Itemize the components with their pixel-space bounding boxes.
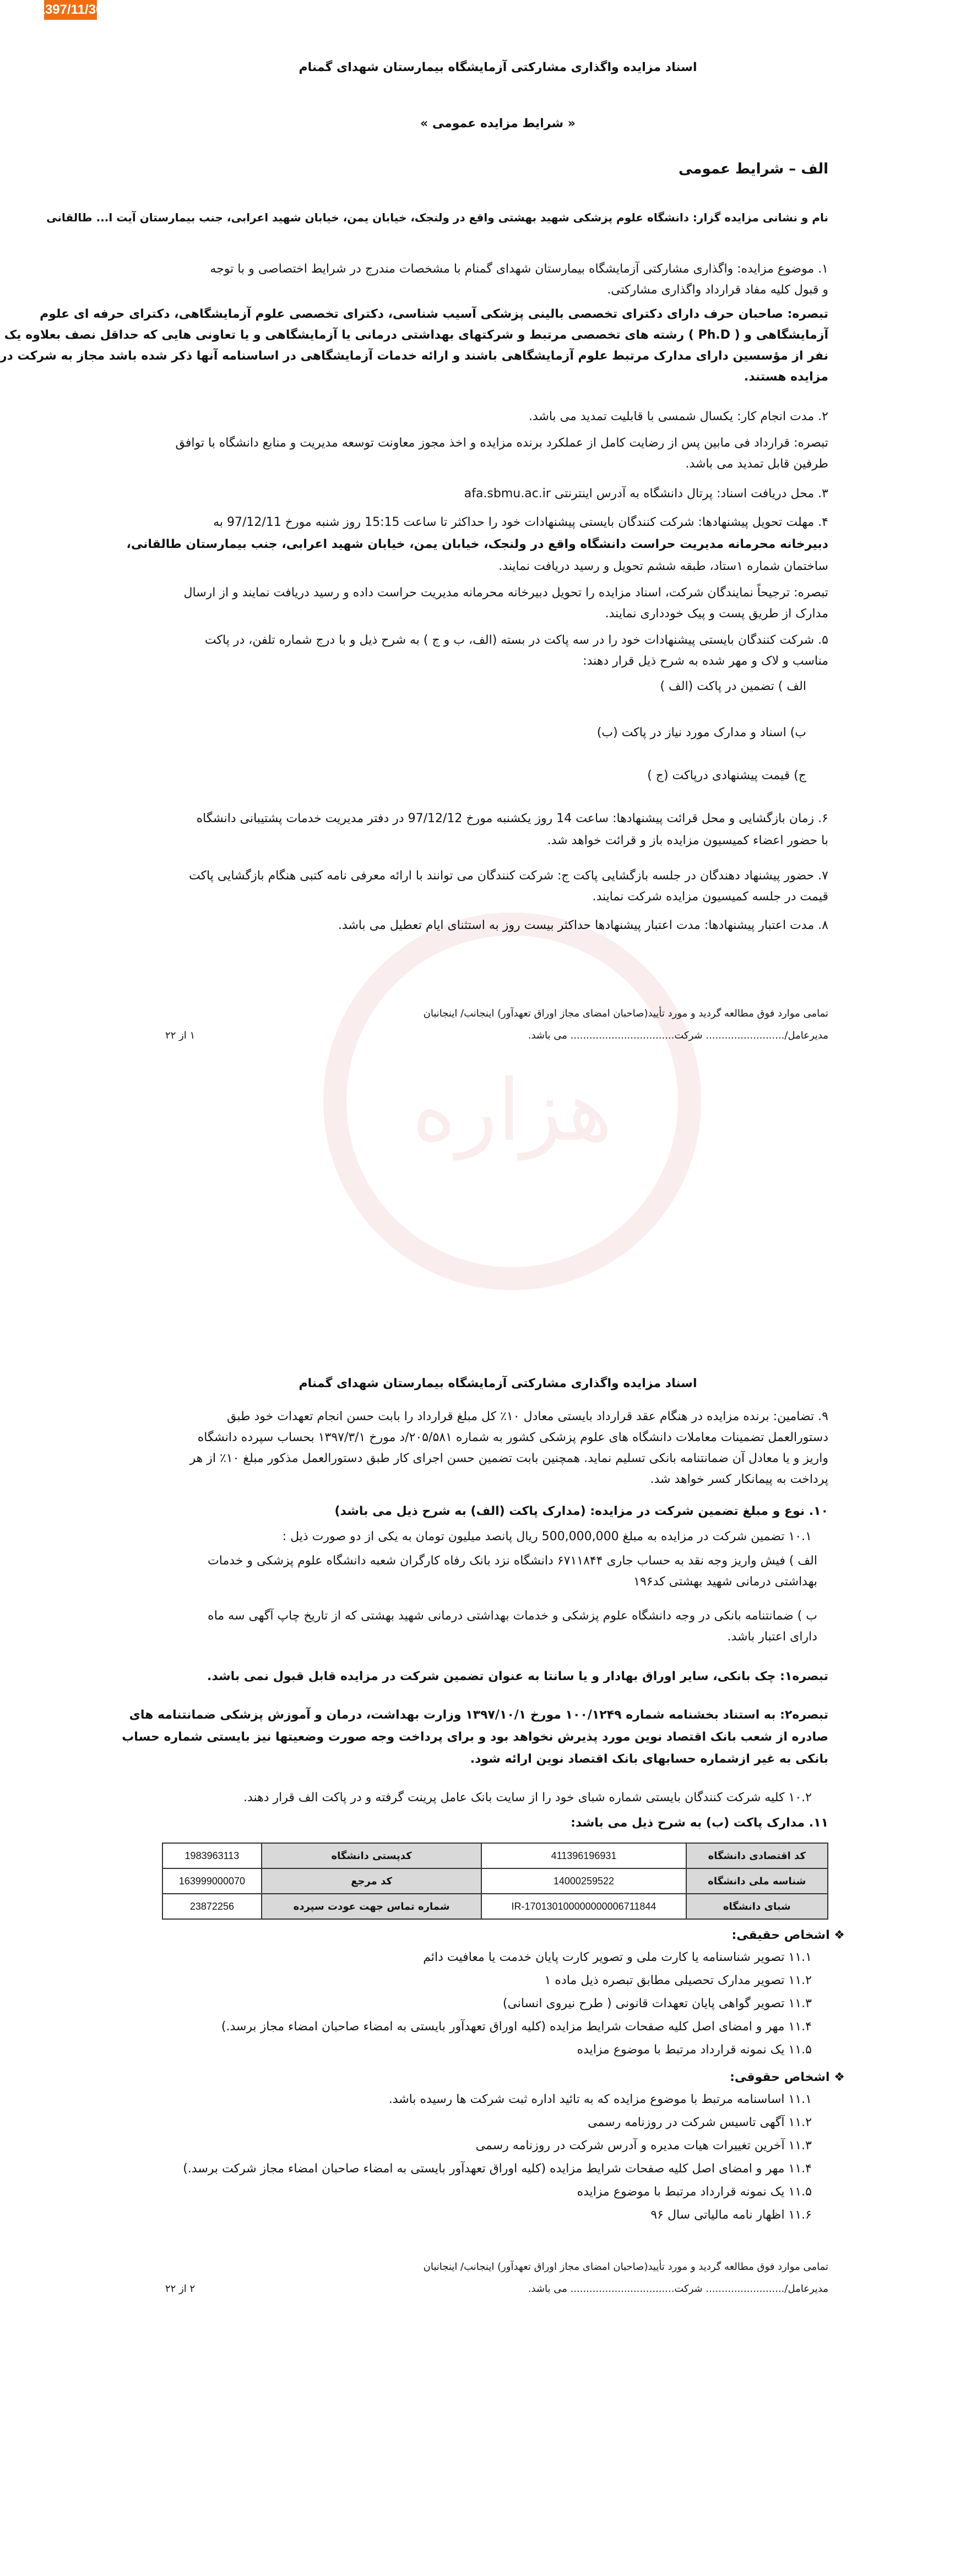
- list-item: ۱۱.۴ مهر و امضای اصل کلیه صفحات شرایط مزایده (کلیه اوراق تعهدآور بایستی به امضاء صاحبان امضاء مجاز برسد.): [221, 2020, 812, 2034]
- note-1-line-2: آزمایشگاهی و ( Ph.D ) رشته های تخصصی مرتبط و شرکتهای بهداشتی درمانی یا آزمایشگاهی و یا تعاونی هایی که حداقل نصف بعلاوه یک: [4, 328, 828, 342]
- item-9-line-2: دستورالعمل تضمینات معاملات دانشگاه های علوم پزشکی کشور به شماره ۲۰۵/۵۸۱/د مورخ ۱۳۹۷/۳/۱ بحساب سپرده دانشگاه: [197, 1431, 828, 1444]
- table-cell: کدپستی دانشگاه: [262, 1843, 481, 1868]
- note-bank-line-3: بانکی به غیر ازشماره حسابهای بانک اقتصاد نوین ارائه شود.: [470, 1752, 828, 1766]
- footer-line-2: مدیرعامل/......................... شرکت................................. می باشد.: [528, 2283, 828, 2295]
- table-cell: شبای دانشگاه: [686, 1894, 828, 1919]
- note-2-line-2: طرفین قابل تمدید می باشد.: [685, 457, 828, 471]
- note-1-line-4: مزایده هستند.: [744, 370, 828, 384]
- watermark-logo: [319, 909, 705, 1294]
- note-cheque: تبصره۱: چک بانکی، سایر اوراق بهادار و یا سانتا به عنوان تضمین شرکت در مزایده قابل قبول نمی باشد.: [207, 1670, 828, 1683]
- page-2: [44, 1316, 955, 2576]
- table-row: [162, 1894, 828, 1919]
- envelope-b: ب) اسناد و مدارک مورد نیاز در پاکت (ب): [596, 726, 806, 740]
- item-10-2: ۱۰.۲ کلیه شرکت کنندگان بایستی شماره شبای خود را از سایت بانک عامل پرینت گرفته و در پاکت الف قرار دهند.: [243, 1791, 812, 1805]
- item-6-line-2: با حضور اعضاء کمیسیون مزایده باز و قرائت خواهد شد.: [547, 834, 828, 847]
- note-1-line-3: نفر از مؤسسین دارای مدارک مرتبط علوم آزمایشگاهی باشند و ارائه خدمات آزمایشگاهی در اساسنامه آنها ذکر شده باشد مجاز به شرکت در: [0, 349, 828, 363]
- note-4-line-2: مدارک از طریق پست و پیک خودداری نمایند.: [605, 607, 828, 621]
- item-10-1-b-line-2: دارای اعتبار باشد.: [727, 1630, 817, 1644]
- item-9-line-4: پرداخت به پیمانکار کسر خواهد شد.: [650, 1472, 828, 1486]
- item-1-line-2: و قبول کلیه مفاد قرارداد واگذاری مشارکتی.: [607, 283, 828, 297]
- item-7-line-1: ۷. حضور پیشنهاد دهندگان در جلسه بازگشایی پاکت ج: شرکت کنندگان می توانند با ارائه معرفی نامه کتبی هنگام بازگشایی پاکت: [188, 869, 828, 883]
- svg-text:هزاره: هزاره: [411, 1062, 613, 1160]
- item-6-line-1: ۶. زمان بازگشایی و محل قرائت پیشنهادها: ساعت 14 روز یکشنبه مورخ 97/12/12 در دفتر مدیریت خدمات پشتیبانی دانشگاه: [196, 812, 828, 825]
- envelope-a: الف ) تضمین در پاکت (الف ): [660, 680, 806, 693]
- table-cell: کد اقتصادی دانشگاه: [686, 1843, 828, 1868]
- item-9-line-1: ۹. تضامین: برنده مزایده در هنگام عقد قرارداد بایستی معادل ۱۰٪ کل مبلغ قرارداد را بابت حسن انجام تعهدات خود طبق: [227, 1410, 828, 1423]
- item-10-1-a-line-2: بهداشتی درمانی شهید بهشتی کد۱۹۶: [633, 1575, 817, 1589]
- organizer-address: نام و نشانی مزایده گزار: دانشگاه علوم پزشکی شهید بهشتی واقع در ولنجک، خیابان یمن، خیابان شهید اعرابی، جنب بیمارستان آیت ا... طالقانی: [46, 211, 828, 224]
- footer-line-1: تمامی موارد فوق مطالعه گردید و مورد تأیید(صاحبان امضای مجاز اوراق تعهدآور) اینجانب/ اینجانبان: [423, 2261, 828, 2273]
- item-2: ۲. مدت انجام کار: یکسال شمسی با قابلیت تمدید می باشد.: [528, 410, 828, 423]
- note-bank-line-2: صادره از شعب بانک اقتصاد نوین مورد پذیرش نخواهد بود و برای پرداخت وجه صورت وضعیتها نیز بایستی شماره حساب: [122, 1730, 828, 1744]
- list-item: ۱۱.۳ تصویر گواهی پایان تعهدات قانونی ( طرح نیروی انسانی): [502, 1997, 812, 2010]
- university-info-table: [162, 1843, 828, 1920]
- list-item: ۱۱.۲ تصویر مدارک تحصیلی مطابق تبصره ذیل ماده ۱: [544, 1974, 812, 1987]
- item-8: ۸. مدت اعتبار پیشنهادها: مدت اعتبار پیشنهادها حداکثر بیست روز به استثنای ایام تعطیل می باشد.: [338, 919, 828, 932]
- list-item: ۱۱.۱ اساسنامه مرتبط با موضوع مزایده که به تائید اداره ثبت شرکت ها رسیده باشد.: [388, 2093, 812, 2106]
- real-persons-heading: ❖ اشخاص حقیقی:: [731, 1928, 845, 1942]
- item-7-line-2: قیمت در جلسه کمیسیون مزایده شرکت نمایند.: [592, 890, 828, 904]
- item-5-line-1: ۵. شرکت کنندگان بایستی پیشنهادات خود را در سه پاکت در بسته (الف، ب و ج ) به شرح ذیل و با درج شماره تلفن، در پاکت: [204, 633, 828, 647]
- table-cell: 23872256: [162, 1894, 262, 1919]
- table-row: [162, 1843, 828, 1868]
- list-item: ۱۱.۵ یک نمونه قرارداد مرتبط با موضوع مزایده: [577, 2043, 812, 2057]
- item-10-1-b-line-1: ب ) ضمانتنامه بانکی در وجه دانشگاه علوم پزشکی و خدمات بهداشتی درمانی شهید بهشتی که از تاریخ چاپ آگهی سه ماه: [208, 1609, 817, 1623]
- table-cell: شماره تماس جهت عودت سپرده: [262, 1894, 481, 1919]
- item-1-line-1: ۱. موضوع مزایده: واگذاری مشارکتی آزمایشگاه بیمارستان شهدای گمنام با مشخصات مندرج در شرایط اختصاصی و با توجه: [210, 262, 828, 276]
- list-item: ۱۱.۳ آخرین تغییرات هیات مدیره و آدرس شرکت در روزنامه رسمی: [475, 2139, 812, 2153]
- list-item: ۱۱.۶ اظهار نامه مالیاتی سال ۹۶: [650, 2208, 812, 2222]
- footer-line-2: مدیرعامل/......................... شرکت................................. می باشد.: [528, 1030, 828, 1041]
- envelope-c: ج) قیمت پیشنهادی درپاکت (ج ): [647, 769, 806, 782]
- item-10-1: ۱۰.۱ تضمین شرکت در مزایده به مبلغ 500,000,000 ریال پانصد میلیون تومان به یکی از دو صورت ذیل :: [282, 1530, 812, 1544]
- item-11: ۱۱. مدارک پاکت (ب) به شرح ذیل می باشد:: [571, 1816, 828, 1830]
- item-4-line-3: ساختمان شماره ۱ستاد، طبقه ششم تحویل و رسید دریافت نمایند.: [498, 559, 828, 573]
- doc-title: « شرایط مزایده عمومی »: [420, 117, 576, 131]
- page-header: اسناد مزایده واگذاری مشارکتی آزمایشگاه بیمارستان شهدای گمنام: [299, 61, 697, 74]
- table-cell: 1983963113: [162, 1843, 262, 1868]
- page-number: ۲ از ۲۲: [165, 2283, 196, 2295]
- item-5-line-2: مناسب و لاک و مهر شده به شرح ذیل قرار دهند:: [583, 654, 828, 668]
- section-heading: الف – شرایط عمومی: [679, 161, 828, 177]
- item-10: ۱۰. نوع و مبلغ تضمین شرکت در مزایده: (مدارک پاکت (الف) به شرح ذیل می باشد): [334, 1504, 828, 1518]
- table-cell: شناسه ملی دانشگاه: [686, 1868, 828, 1894]
- table-cell: 14000259522: [481, 1868, 686, 1894]
- table-cell: کد مرجع: [262, 1868, 481, 1894]
- table-cell: 411396196931: [481, 1843, 686, 1868]
- note-4-line-1: تبصره: ترجیحاً نمایندگان شرکت، اسناد مزایده را تحویل دبیرخانه محرمانه مدیریت حراست داده و رسید دریافت نمایند و از ارسال: [183, 586, 828, 600]
- page-header: اسناد مزایده واگذاری مشارکتی آزمایشگاه بیمارستان شهدای گمنام: [299, 1377, 697, 1390]
- note-2-line-1: تبصره: قرارداد فی مابین پس از رضایت کامل از عملکرد برنده مزایده و اخذ مجوز معاونت توسعه مدیریت و منابع دانشگاه با توافق: [175, 436, 828, 450]
- date-badge: 1397/11/30: [44, 0, 97, 20]
- page-number: ۱ از ۲۲: [165, 1030, 196, 1041]
- note-1-line-1: تبصره: صاحبان حرف دارای دکترای تخصصی بالینی پزشکی آسیب شناسی، دکترای تخصصی علوم آزمایشگاهی، دکترای حرفه ای علوم: [40, 307, 828, 321]
- item-3: ۳. محل دریافت اسناد: پرتال دانشگاه به آدرس اینترنتی afa.sbmu.ac.ir: [464, 487, 828, 501]
- legal-persons-heading: ❖ اشخاص حقوقی:: [730, 2070, 845, 2084]
- item-10-1-a-line-1: الف ) فیش واریز وجه نقد به حساب جاری ۶۷۱۱۸۴۴ دانشگاه نزد بانک رفاه کارگران شعبه دانشگاه علوم پزشکی و خدمات: [208, 1554, 817, 1568]
- item-4-line-1: ۴. مهلت تحویل پیشنهادها: شرکت کنندگان بایستی پیشنهادات خود را حداکثر تا ساعت 15:15 روز شنبه مورخ 97/12/11 به: [213, 515, 828, 529]
- table-cell: IR-170130100000000006711844: [481, 1894, 686, 1919]
- table-row: [162, 1868, 828, 1894]
- note-bank-line-1: تبصره۲: به استناد بخشنامه شماره ۱۰۰/۱۲۴۹ مورخ ۱۳۹۷/۱۰/۱ وزارت بهداشت، درمان و آموزش پزشکی ضمانتنامه های: [129, 1708, 828, 1722]
- list-item: ۱۱.۲ آگهی تاسیس شرکت در روزنامه رسمی: [588, 2116, 812, 2129]
- item-9-line-3: واریز و یا معادل آن ضمانتنامه بانکی تسلیم نماید. همچنین بابت تضمین حسن اجرای کار طبق دستورالعمل مذکور مبلغ ۱۰٪ از هر: [189, 1452, 828, 1465]
- table-cell: 163999000070: [162, 1868, 262, 1894]
- list-item: ۱۱.۱ تصویر شناسنامه یا کارت ملی و تصویر کارت پایان خدمت یا معافیت دائم: [423, 1950, 812, 1964]
- footer-line-1: تمامی موارد فوق مطالعه گردید و مورد تأیید(صاحبان امضای مجاز اوراق تعهدآور) اینجانب/ اینجانبان: [423, 1008, 828, 1019]
- item-4-line-2: دبیرخانه محرمانه مدیریت حراست دانشگاه واقع در ولنجک، خیابان یمن، خیابان شهید اعرابی، جنب بیمارستان طالقانی،: [126, 537, 828, 551]
- list-item: ۱۱.۴ مهر و امضای اصل کلیه صفحات شرایط مزایده (کلیه اوراق تعهدآور بایستی به امضاء صاحبان امضاء مجاز شرکت برسد.): [183, 2162, 812, 2176]
- list-item: ۱۱.۵ یک نمونه قرارداد مرتبط با موضوع مزایده: [577, 2185, 812, 2199]
